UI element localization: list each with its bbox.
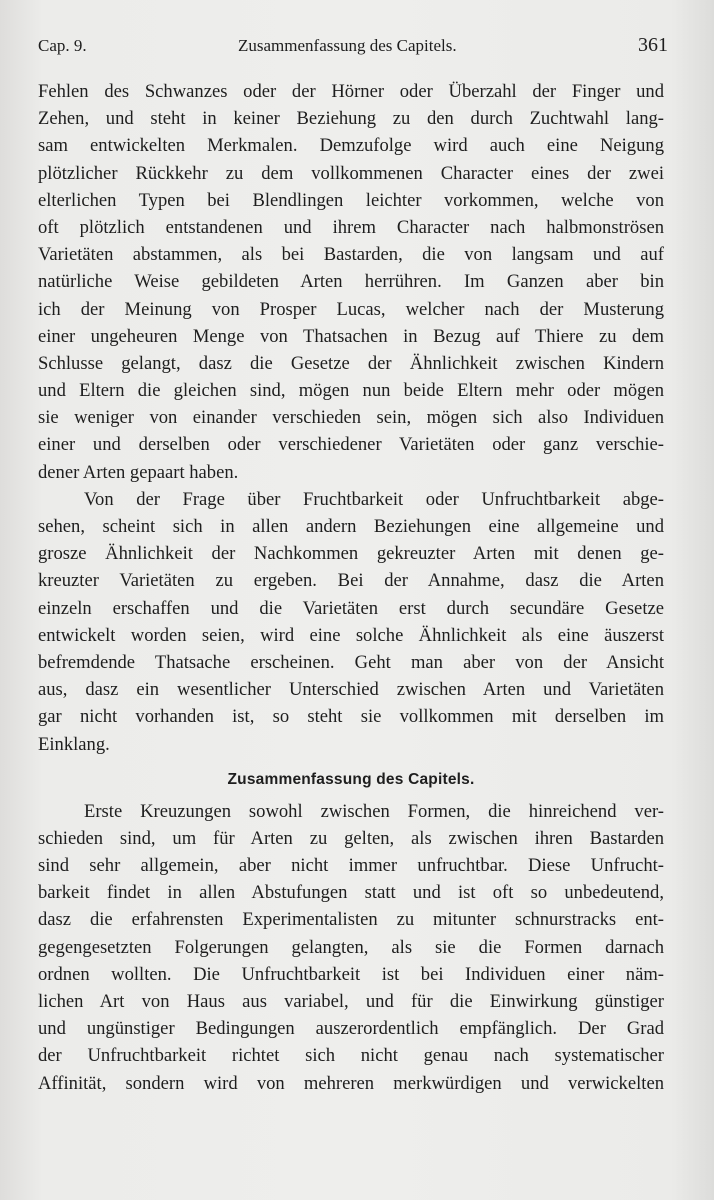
paragraph-1 — [38, 78, 664, 486]
text-line: Zehen, und steht in keiner Beziehung zu den durch Zuchtwahl lang- — [38, 108, 664, 130]
text-line: entwickelt worden seien, wird eine solche Ähnlichkeit als eine äuszerst — [38, 624, 664, 646]
running-title: Zusammenfassung des Capitels. — [238, 36, 457, 55]
text-line: Affinität, sondern wird von mehreren merkwürdigen und verwickelten — [38, 1072, 664, 1094]
text-line: gegengesetzten Folgerungen gelangten, als sie die Formen darnach — [38, 936, 664, 958]
text-line: Schlusse gelangt, dasz die Gesetze der Ähnlichkeit zwischen Kindern — [38, 352, 664, 374]
text-line: elterlichen Typen bei Blendlingen leichter vorkommen, welche von — [38, 189, 664, 211]
text-line: dasz die erfahrensten Experimentalisten zu mitunter schnurstracks ent- — [38, 909, 664, 931]
text-line: schieden sind, um für Arten zu gelten, als zwischen ihren Bastarden — [38, 827, 664, 849]
text-line: kreuzter Varietäten zu ergeben. Bei der Annahme, dasz die Arten — [38, 570, 664, 592]
text-line: ordnen wollten. Die Unfruchtbarkeit ist bei Individuen einer näm- — [38, 963, 664, 985]
text-line: gar nicht vorhanden ist, so steht sie vollkommen mit derselben im — [38, 706, 664, 728]
page-number: 361 — [638, 34, 668, 56]
text-line: Von der Frage über Fruchtbarkeit oder Unfruchtbarkeit abge- — [84, 488, 664, 510]
text-line: barkeit findet in allen Abstufungen statt und ist oft so unbedeutend, — [38, 882, 664, 904]
text-line: oft plötzlich entstandenen und ihrem Character nach halbmonströsen — [38, 216, 664, 238]
paragraph-3 — [38, 798, 664, 1097]
text-line: Erste Kreuzungen sowohl zwischen Formen, die hinreichend ver- — [84, 800, 664, 822]
text-line: einer und derselben oder verschiedener Varietäten oder ganz verschie- — [38, 434, 664, 456]
text-line: der Unfruchtbarkeit richtet sich nicht genau nach systematischer — [38, 1045, 664, 1067]
text-line: befremdende Thatsache erscheinen. Geht man aber von der Ansicht — [38, 651, 664, 673]
text-line: aus, dasz ein wesentlicher Unterschied zwischen Arten und Varietäten — [38, 679, 664, 701]
body-text — [38, 78, 664, 1097]
text-line: sie weniger von einander verschieden sein, mögen sich also Individuen — [38, 407, 664, 429]
chapter-label: Cap. 9. — [38, 36, 87, 55]
text-line: sam entwickelten Merkmalen. Demzufolge wird auch eine Neigung — [38, 135, 664, 157]
text-line: dener Arten gepaart haben. — [38, 461, 239, 483]
text-line: lichen Art von Haus aus variabel, und für die Einwirkung günstiger — [38, 991, 664, 1012]
text-line: Fehlen des Schwanzes oder der Hörner oder Überzahl der Finger und — [38, 81, 664, 102]
text-line: grosze Ähnlichkeit der Nachkommen gekreuzter Arten mit denen ge- — [38, 543, 664, 565]
text-line: plötzlicher Rückkehr zu dem vollkommenen Character eines der zwei — [38, 162, 664, 184]
section-heading: Zusammenfassung des Capitels. — [227, 770, 475, 788]
text-line: und ungünstiger Bedingungen auszerordentlich empfänglich. Der Grad — [38, 1018, 664, 1040]
running-head — [38, 36, 668, 62]
text-line: Varietäten abstammen, als bei Bastarden, die von langsam und auf — [38, 244, 664, 266]
text-line: einer ungeheuren Menge von Thatsachen in Bezug auf Thiere zu dem — [38, 325, 664, 347]
text-line: einzeln erschaffen und die Varietäten erst durch secundäre Gesetze — [38, 597, 664, 619]
text-line: ich der Meinung von Prosper Lucas, welcher nach der Musterung — [38, 298, 664, 320]
text-line: sehen, scheint sich in allen andern Beziehungen eine allgemeine und — [38, 516, 664, 537]
text-line: und Eltern die gleichen sind, mögen nun beide Eltern mehr oder mögen — [38, 380, 664, 402]
text-line: Einklang. — [38, 733, 110, 755]
text-line: sind sehr allgemein, aber nicht immer unfruchtbar. Diese Unfrucht- — [38, 855, 664, 877]
text-line: natürliche Weise gebildeten Arten herrühren. Im Ganzen aber bin — [38, 271, 664, 293]
paragraph-2 — [38, 486, 664, 758]
